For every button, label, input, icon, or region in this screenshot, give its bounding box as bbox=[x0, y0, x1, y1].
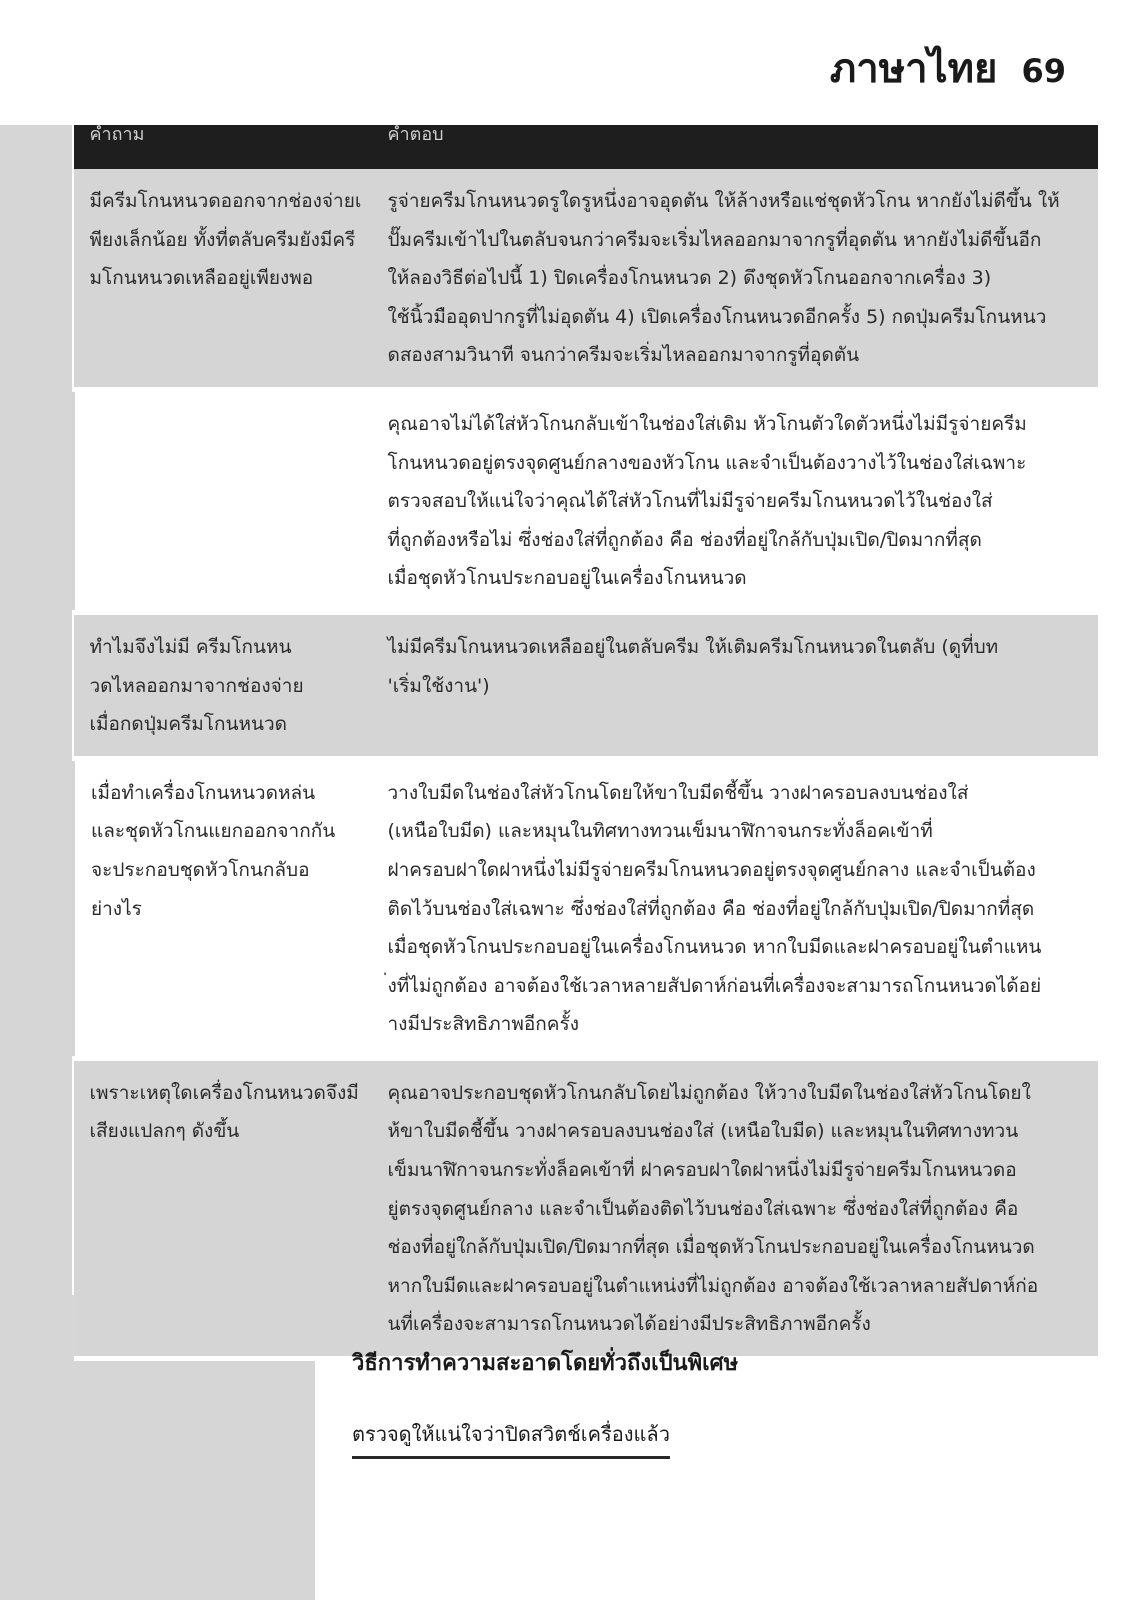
question-cell: ทำไมจึงไม่มี ครีมโกนหน วดไหลออกมาจากช่องจ่าย เมื่อกดปุ่มครีมโกนหนวด bbox=[74, 612, 372, 758]
question-cell: มีครีมโกนหนวดออกจากช่องจ่ายเ พียงเล็กน้อย ทั้งที่ตลับครีมยังมีครี มโกนหนวดเหลืออยู่เพียงพอ bbox=[74, 169, 372, 389]
page-number: 69 bbox=[1021, 52, 1066, 90]
question-cell bbox=[74, 389, 372, 612]
table-row bbox=[74, 612, 1098, 758]
section-title: วิธีการทำความสะอาดโดยทั่วถึงเป็นพิเศษ bbox=[352, 1351, 739, 1376]
question-cell: เพราะเหตุใดเครื่องโกนหนวดจึงมี เสียงแปลกๆ ดังขึ้น bbox=[74, 1058, 372, 1358]
table-row bbox=[74, 389, 1098, 612]
table-row bbox=[74, 758, 1098, 1058]
answer-cell: วางใบมีดในช่องใส่หัวโกนโดยให้ขาใบมีดชี้ขึ้น วางฝาครอบลงบนช่องใส่ (เหนือใบมีด) และหมุนในทิศทางทวนเข็มนาฬิกาจนกระทั่งล็อคเข้าที่ ฝาครอบฝาใดฝาหนึ่งไม่มีรูจ่ายครีมโกนหนวดอยู่ตรงจุดศูนย์กลาง และจำเป็นต้อง ติดไว้บนช่องใส่เฉพาะ ซึ่งช่องใส่ที่ถูกต้อง คือ ช่องที่อยู่ใกล้กับปุ่มเปิด/ปิดมากที่สุด เมื่อชุดหัวโกนประกอบอยู่ในเครื่องโกนหนวด หากใบมีดและฝาครอบอยู่ในตำแหน ่งที่ไม่ถูกต้อง อาจต้องใช้เวลาหลายสัปดาห์ก่อนที่เครื่องจะสามารถโกนหนวดได้อย่ างมีประสิทธิภาพอีกครั้ง bbox=[372, 758, 1098, 1058]
table-row bbox=[74, 169, 1098, 389]
left-margin-bar bbox=[0, 125, 72, 1295]
question-cell: เมื่อทำเครื่องโกนหนวดหล่น และชุดหัวโกนแยกออกจากกัน จะประกอบชุดหัวโกนกลับอ ย่างไร bbox=[74, 758, 372, 1058]
cleaning-section bbox=[352, 1345, 738, 1459]
table-row bbox=[74, 1058, 1098, 1358]
answer-cell: ไม่มีครีมโกนหนวดเหลืออยู่ในตลับครีม ให้เติมครีมโกนหนวดในตลับ (ดูที่บท 'เริ่มใช้งาน') bbox=[372, 612, 1098, 758]
column-header-question: คำถาม bbox=[74, 125, 372, 169]
page-header bbox=[830, 36, 1066, 100]
answer-cell: คุณอาจไม่ได้ใส่หัวโกนกลับเข้าในช่องใส่เดิม หัวโกนตัวใดตัวหนึ่งไม่มีรูจ่ายครีม โกนหนวดอยู่ตรงจุดศูนย์กลางของหัวโกน และจำเป็นต้องวางไว้ในช่องใส่เฉพาะ ตรวจสอบให้แน่ใจว่าคุณได้ใส่หัวโกนที่ไม่มีรูจ่ายครีมโกนหนวดไว้ในช่องใส่ ที่ถูกต้องหรือไม่ ซึ่งช่องใส่ที่ถูกต้อง คือ ช่องที่อยู่ใกล้กับปุ่มเปิด/ปิดมากที่สุด เมื่อชุดหัวโกนประกอบอยู่ในเครื่องโกนหนวด bbox=[372, 389, 1098, 612]
section-subtitle: ตรวจดูให้แน่ใจว่าปิดสวิตช์เครื่องแล้ว bbox=[352, 1418, 670, 1459]
troubleshooting-table bbox=[72, 125, 1098, 1361]
language-title: ภาษาไทย bbox=[829, 45, 998, 92]
answer-cell: รูจ่ายครีมโกนหนวดรูใดรูหนึ่งอาจอุดตัน ให้ล้างหรือแช่ชุดหัวโกน หากยังไม่ดีขึ้น ให้ ปั๊มครีมเข้าไปในตลับจนกว่าครีมจะเริ่มไหลออกมาจากรูที่อุดตัน หากยังไม่ดีขึ้นอีก ให้ลองวิธีต่อไปนี้ 1) ปิดเครื่องโกนหนวด 2) ดึงชุดหัวโกนออกจากเครื่อง 3) ใช้นิ้วมืออุดปากรูที่ไม่อุดตัน 4) เปิดเครื่องโกนหนวดอีกครั้ง 5) กดปุ่มครีมโกนหนว ดสองสามวินาที จนกว่าครีมจะเริ่มไหลออกมาจากรูที่อุดตัน bbox=[372, 169, 1098, 389]
column-header-answer: คำตอบ bbox=[372, 125, 1098, 169]
answer-cell: คุณอาจประกอบชุดหัวโกนกลับโดยไม่ถูกต้อง ให้วางใบมีดในช่องใส่หัวโกนโดยใ ห้ขาใบมีดชี้ขึ้น วางฝาครอบลงบนช่องใส่ (เหนือใบมีด) และหมุนในทิศทางทวน เข็มนาฬิกาจนกระทั่งล็อคเข้าที่ ฝาครอบฝาใดฝาหนึ่งไม่มีรูจ่ายครีมโกนหนวดอ ยู่ตรงจุดศูนย์กลาง และจำเป็นต้องติดไว้บนช่องใส่เฉพาะ ซึ่งช่องใส่ที่ถูกต้อง คือ ช่องที่อยู่ใกล้กับปุ่มเปิด/ปิดมากที่สุด เมื่อชุดหัวโกนประกอบอยู่ในเครื่องโกนหนวด หากใบมีดและฝาครอบอยู่ในตำแหน่งที่ไม่ถูกต้อง อาจต้องใช้เวลาหลายสัปดาห์ก่อ นที่เครื่องจะสามารถโกนหนวดได้อย่างมีประสิทธิภาพอีกครั้ง bbox=[372, 1058, 1098, 1358]
table-header-row bbox=[74, 125, 1098, 169]
